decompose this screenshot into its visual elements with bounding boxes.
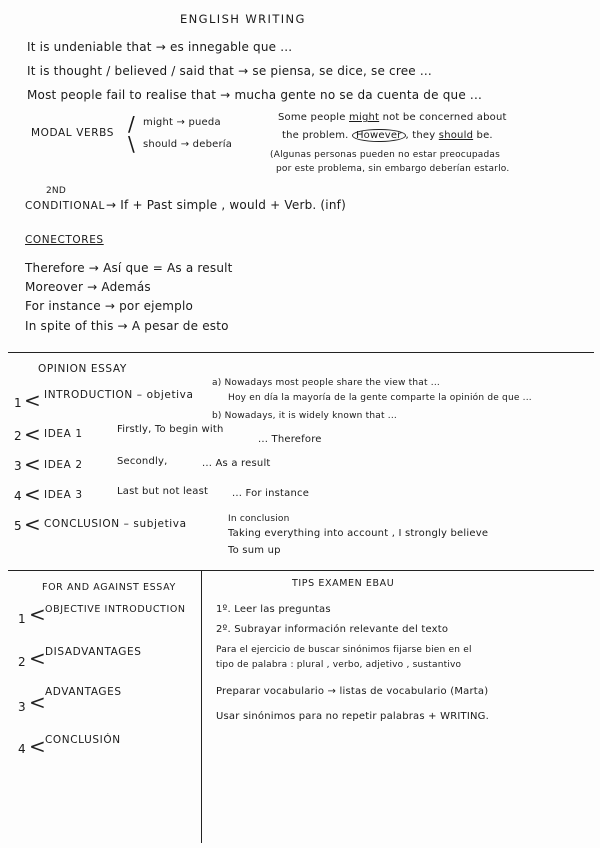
connector-2: Moreover → Además [25,280,151,294]
brace-icon: < [24,452,41,476]
tip-5: Usar sinónimos para no repetir palabras + WRITING. [216,711,489,722]
brace-icon: < [24,388,41,412]
opinion-intro-a: a) Nowadays most people share the view that ... [212,378,440,388]
modal-verbs-label: MODAL VERBS [31,127,114,139]
modal-translation-2: por este problema, sin embargo deberían estarlo. [276,164,510,174]
modal-translation-1: (Algunas personas pueden no estar preocupadas [270,150,500,160]
connector-3: For instance → por ejemplo [25,299,194,313]
fa-disadvantages: DISADVANTAGES [45,646,142,658]
brace-icon: < [29,734,46,758]
tips-heading: TIPS EXAMEN EBAU [292,578,395,589]
tip-3a: Para el ejercicio de buscar sinónimos fijarse bien en el [216,645,472,655]
opinion-conclusion-3: To sum up [228,545,281,556]
opinion-idea-1-after: ... Therefore [258,434,322,445]
opinion-intro-a-translation: Hoy en día la mayoría de la gente comparte la opinión de que ... [228,393,532,403]
tip-2: 2º. Subrayar información relevante del texto [216,624,449,635]
fa-number-1: 1 [18,612,26,626]
expression-3: Most people fail to realise that → mucha gente no se da cuenta de que ... [27,88,482,102]
fa-conclusion: CONCLUSIÓN [45,734,121,746]
opinion-conclusion-2: Taking everything into account , I strongly believe [228,528,489,539]
opinion-idea-3-after: ... For instance [232,488,310,499]
divider-bottom [8,570,594,571]
modal-slash-up: / [128,112,135,136]
opinion-idea-2-after: ... As a result [202,458,271,469]
modal-example-line1: Some people might not be concerned about [278,112,507,123]
modal-should: should → debería [143,139,233,150]
expression-2: It is thought / believed / said that → se piensa, se dice, se cree ... [27,64,432,78]
conditional-label-top: 2ND [46,186,66,196]
opinion-idea-3-text: Last but not least [117,486,209,497]
opinion-idea-1: IDEA 1 [44,428,83,440]
opinion-number-2: 2 [14,429,22,443]
fa-objective-introduction: OBJECTIVE INTRODUCTION [45,604,186,615]
fa-number-2: 2 [18,655,26,669]
brace-icon: < [29,646,46,670]
column-divider [201,571,202,843]
opinion-idea-2: IDEA 2 [44,459,83,471]
page-title: ENGLISH WRITING [180,12,306,26]
fa-advantages: ADVANTAGES [45,686,122,698]
modal-might: might → pueda [143,117,221,128]
for-against-heading: FOR AND AGAINST ESSAY [42,582,176,593]
conditional-formula: → If + Past simple , would + Verb. (inf) [106,198,346,212]
opinion-conclusion-1: In conclusion [228,514,290,524]
tip-1: 1º. Leer las preguntas [216,604,331,615]
fa-number-4: 4 [18,742,26,756]
opinion-number-1: 1 [14,396,22,410]
modal-example-line2: the problem. However , they should be. [282,130,493,141]
opinion-heading: OPINION ESSAY [38,363,127,375]
opinion-idea-1-text: Firstly, To begin with [117,424,224,435]
divider-opinion [8,352,594,353]
connector-4: In spite of this → A pesar de esto [25,319,229,333]
brace-icon: < [24,422,41,446]
expression-1: It is undeniable that → es innegable que ... [27,40,293,54]
opinion-intro: INTRODUCTION – objetiva [44,389,194,401]
tip-4: Preparar vocabulario → listas de vocabulario (Marta) [216,686,489,697]
connector-1: Therefore → Así que = As a result [25,261,233,275]
opinion-intro-b: b) Nowadays, it is widely known that ... [212,411,397,421]
opinion-number-4: 4 [14,489,22,503]
opinion-conclusion: CONCLUSION – subjetiva [44,518,187,530]
brace-icon: < [24,482,41,506]
opinion-idea-3: IDEA 3 [44,489,83,501]
opinion-idea-2-text: Secondly, [117,456,168,467]
connectors-heading: CONECTORES [25,234,104,246]
fa-number-3: 3 [18,700,26,714]
opinion-number-5: 5 [14,519,22,533]
brace-icon: < [29,602,46,626]
tip-3b: tipo de palabra : plural , verbo, adjetivo , sustantivo [216,660,462,670]
conditional-label: CONDITIONAL [25,200,105,212]
modal-slash-down: \ [128,132,135,156]
opinion-number-3: 3 [14,459,22,473]
brace-icon: < [29,690,46,714]
brace-icon: < [24,512,41,536]
